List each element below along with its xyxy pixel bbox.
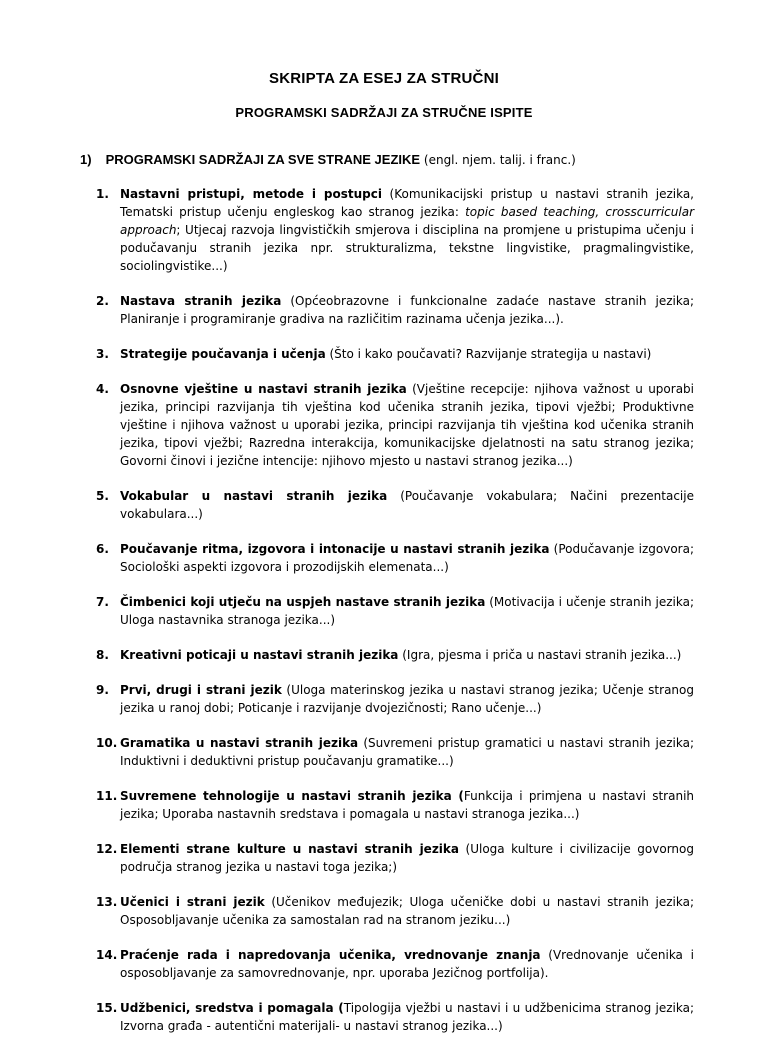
item-number: 7. <box>96 595 109 609</box>
item-number: 15. <box>96 1001 118 1015</box>
item-number: 14. <box>96 948 118 962</box>
list-item <box>96 946 694 982</box>
item-title: Prvi, drugi i strani jezik <box>120 683 282 697</box>
item-description: ; Utjecaj razvoja lingvističkih smjerova i disciplina na promjene u pristupima učenju i podučavanju stranih jezika npr. strukturalizma, tekstne lingvistike, pragmalingvistike, sociolingvistike...) <box>120 223 694 273</box>
item-title: Udžbenici, sredstva i pomagala ( <box>120 1001 344 1015</box>
item-description: (Komunikacijski pristup u nastavi stranih jezika, Tematski pristup učenju engleskog kao stranog jezika: <box>120 187 694 219</box>
list-item <box>96 681 694 717</box>
item-title: Nastava stranih jezika <box>120 294 282 308</box>
item-description: Tipologija vježbi u nastavi i u udžbenicima stranog jezika; Izvorna građa - autentični materijali- u nastavi stranog jezika...) <box>120 1001 694 1033</box>
list-item <box>96 893 694 929</box>
document-title: SKRIPTA ZA ESEJ ZA STRUČNI <box>269 70 499 87</box>
item-description: (Općeobrazovne i funkcionalne zadaće nastave stranih jezika; Planiranje i programiranje gradiva na različitim razinama učenja jezika...). <box>120 294 694 326</box>
item-description: (Podučavanje izgovora; Sociološki aspekti izgovora i prozodijskih elemenata...) <box>120 542 695 574</box>
item-title: Čimbenici koji utječu na uspjeh nastave stranih jezika <box>120 595 486 609</box>
item-description: (Suvremeni pristup gramatici u nastavi stranih jezika; Induktivni i deduktivni pristup poučavanju gramatike...) <box>120 736 694 768</box>
item-title: Vokabular u nastavi stranih jezika <box>120 489 388 503</box>
list-item <box>96 487 694 523</box>
list-item <box>96 380 694 470</box>
list-item <box>96 840 694 876</box>
list-item <box>96 292 694 328</box>
item-title: Poučavanje ritma, izgovora i intonacije u nastavi stranih jezika <box>120 542 550 556</box>
item-number: 10. <box>96 736 118 750</box>
topic-list <box>96 185 694 1052</box>
item-number: 5. <box>96 489 109 503</box>
list-item <box>96 646 694 664</box>
item-title: Kreativni poticaji u nastavi stranih jezika <box>120 648 399 662</box>
item-number: 12. <box>96 842 118 856</box>
list-item <box>96 345 694 363</box>
item-description: (Uloga kulture i civilizacije govornog područja stranog jezika u nastavi toga jezika;) <box>120 842 694 874</box>
item-description: (Vještine recepcije: njihova važnost u uporabi jezika, principi razvijanja tih vještina kod učenika stranih jezika, tipovi vježbi; Produktivne vještine i njihova važnost u uporabi jezika, principi razvijanja tih vještina kod učenika stranih jezika, tipovi vježbi; Razredna interakcija, komunikacijske djelatnosti na satu stranog jezika; Govorni činovi i jezične intencije: njihovo mjesto u nastavi stranog jezika...) <box>120 382 695 468</box>
item-number: 1. <box>96 187 109 201</box>
item-title: Praćenje rada i napredovanja učenika, vrednovanje znanja <box>120 948 541 962</box>
list-item <box>96 593 694 629</box>
list-item <box>96 787 694 823</box>
list-item <box>96 999 694 1035</box>
item-number: 11. <box>96 789 118 803</box>
list-item <box>96 185 694 275</box>
item-number: 8. <box>96 648 109 662</box>
item-title: Gramatika u nastavi stranih jezika <box>120 736 359 750</box>
item-title: Osnovne vještine u nastavi stranih jezika <box>120 382 407 396</box>
document-subtitle: PROGRAMSKI SADRŽAJI ZA STRUČNE ISPITE <box>235 105 533 120</box>
section-note: (engl. njem. talij. i franc.) <box>420 153 576 167</box>
item-number: 13. <box>96 895 118 909</box>
item-title: Učenici i strani jezik <box>120 895 265 909</box>
item-description: (Igra, pjesma i priča u nastavi stranih jezika...) <box>398 648 682 662</box>
section-number: 1) <box>80 152 92 167</box>
item-number: 6. <box>96 542 109 556</box>
item-description-italic: topic based teaching, crosscurricular approach <box>120 205 695 237</box>
item-number: 2. <box>96 294 109 308</box>
item-description: (Učenikov međujezik; Uloga učeničke dobi u nastavi stranih jezika; Osposobljavanje učenika za samostalan rad na stranom jeziku...) <box>120 895 694 927</box>
item-title: Strategije poučavanja i učenja <box>120 347 326 361</box>
section-heading <box>80 152 700 167</box>
item-title: Suvremene tehnologije u nastavi stranih jezika ( <box>120 789 464 803</box>
item-title: Elementi strane kulture u nastavi stranih jezika <box>120 842 459 856</box>
item-number: 4. <box>96 382 109 396</box>
item-description: (Poučavanje vokabulara; Načini prezentacije vokabulara...) <box>120 489 694 521</box>
item-title: Nastavni pristupi, metode i postupci <box>120 187 382 201</box>
list-item <box>96 734 694 770</box>
section-title: PROGRAMSKI SADRŽAJI ZA SVE STRANE JEZIKE <box>105 152 421 167</box>
item-description: (Vrednovanje učenika i osposobljavanje za samovrednovanje, npr. uporaba Jezičnog portfolija). <box>120 948 694 980</box>
item-number: 9. <box>96 683 109 697</box>
item-description: (Što i kako poučavati? Razvijanje strategija u nastavi) <box>325 347 652 361</box>
item-number: 3. <box>96 347 109 361</box>
item-description: Funkcija i primjena u nastavi stranih jezika; Uporaba nastavnih sredstava i pomagala u nastavi stranoga jezika...) <box>120 789 695 821</box>
item-description: (Motivacija i učenje stranih jezika; Uloga nastavnika stranoga jezika...) <box>120 595 695 627</box>
list-item <box>96 540 694 576</box>
item-description: (Uloga materinskog jezika u nastavi stranog jezika; Učenje stranog jezika u ranoj dobi; Poticanje i razvijanje dvojezičnosti; Rano učenje...) <box>120 683 694 715</box>
